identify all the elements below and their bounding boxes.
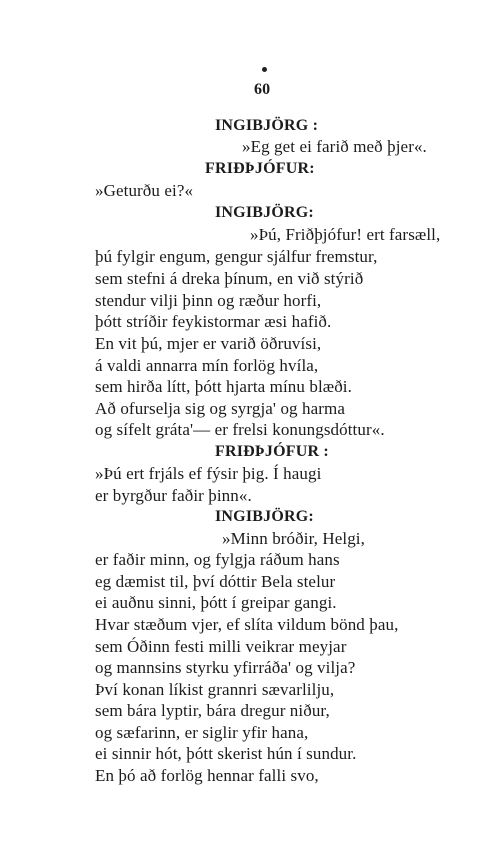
verse-line: þú fylgir engum, gengur sjálfur fremstur, xyxy=(95,247,378,266)
verse-line: og mannsins styrku yfirráða' og vilja? xyxy=(95,658,356,677)
verse-line: sem bára lyptir, bára dregur niður, xyxy=(95,701,330,720)
verse-line: er byrgður faðir þinn«. xyxy=(95,486,252,505)
verse-line: og sæfarinn, er siglir yfir hana, xyxy=(95,723,309,742)
speaker-label: INGIBJÖRG: xyxy=(215,508,314,525)
verse-line: og sífelt gráta'— er frelsi konungsdóttur«. xyxy=(95,420,385,439)
verse-line: Því konan líkist grannri sævarlilju, xyxy=(95,680,335,699)
verse-line: sem Óðinn festi milli veikrar meyjar xyxy=(95,637,347,656)
speaker-label: INGIBJÖRG: xyxy=(215,204,314,221)
verse-line: »Þú, Friðþjófur! ert farsæll, xyxy=(250,225,441,244)
verse-line: »Þú ert frjáls ef fýsir þig. Í haugi xyxy=(95,464,322,483)
verse-line: »Geturðu ei?« xyxy=(95,181,194,200)
verse-line: »Eg get ei farið með þjer«. xyxy=(242,137,427,156)
verse-line: Að ofurselja sig og syrgja' og harma xyxy=(95,399,345,418)
verse-line: stendur vilji þinn og ræður horfi, xyxy=(95,291,322,310)
verse-line: sem stefni á dreka þínum, en við stýrið xyxy=(95,269,364,288)
speaker-label: FRIÐÞJÓFUR : xyxy=(215,443,329,460)
verse-line: er faðir minn, og fylgja ráðum hans xyxy=(95,550,340,569)
speaker-label: FRIÐÞJÓFUR: xyxy=(205,160,315,177)
verse-line: »Minn bróðir, Helgi, xyxy=(222,529,365,548)
verse-line: eg dæmist til, því dóttir Bela stelur xyxy=(95,572,336,591)
verse-line: En vit þú, mjer er varið öðruvísi, xyxy=(95,334,322,353)
verse-line: ei auðnu sinni, þótt í greipar gangi. xyxy=(95,593,337,612)
speaker-label: INGIBJÖRG : xyxy=(215,117,319,134)
verse-line: En þó að forlög hennar falli svo, xyxy=(95,766,319,785)
verse-line: sem hirða lítt, þótt hjarta mínu blæði. xyxy=(95,377,352,396)
page-number: 60 xyxy=(254,81,271,98)
verse-line: ei sinnir hót, þótt skerist hún í sundur. xyxy=(95,744,357,763)
ink-dot xyxy=(262,67,267,72)
verse-line: þótt stríðir feykistormar æsi hafið. xyxy=(95,312,332,331)
verse-line: á valdi annarra mín forlög hvíla, xyxy=(95,356,319,375)
verse-line: Hvar stæðum vjer, ef slíta vildum bönd þau, xyxy=(95,615,399,634)
